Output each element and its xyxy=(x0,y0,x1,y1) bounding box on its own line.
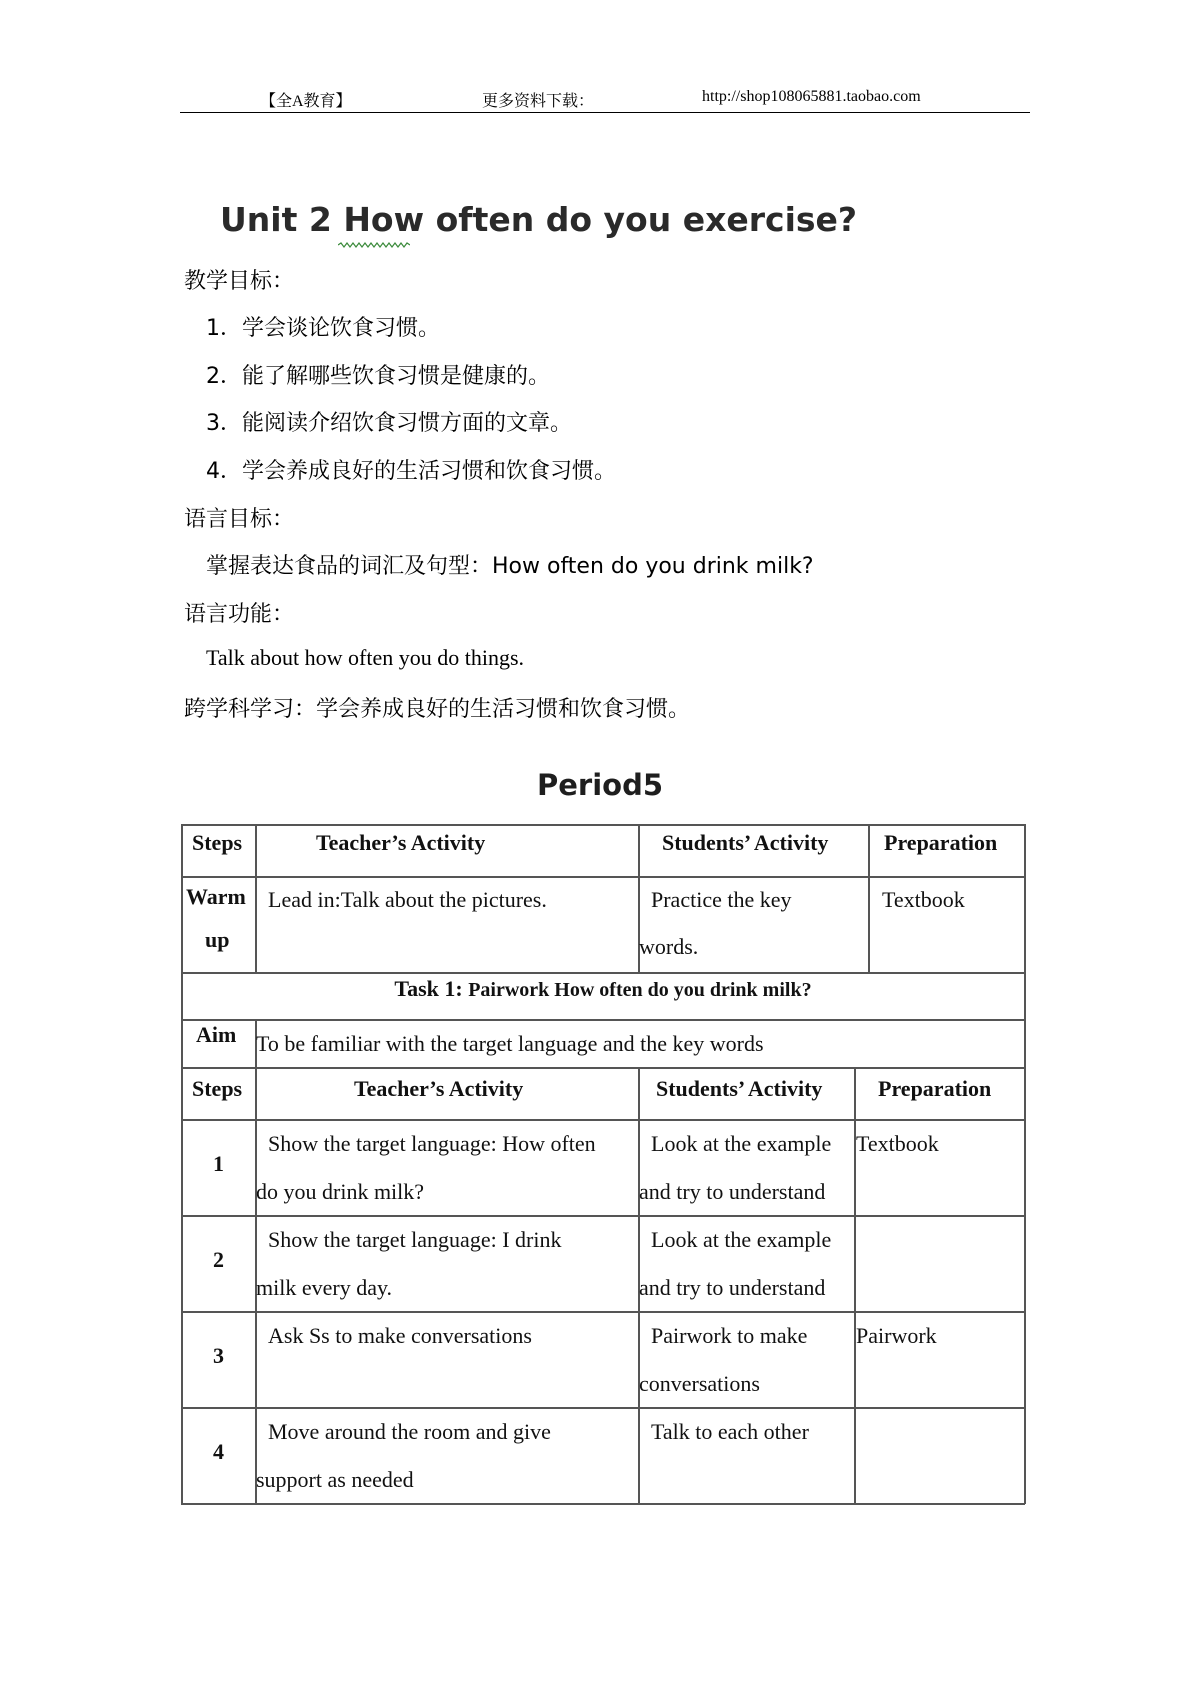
col-header-steps: Steps xyxy=(192,830,243,855)
teaching-objective-item: 2．能了解哪些饮食习惯是健康的。 xyxy=(206,364,550,389)
teaching-objectives-heading: 教学目标： xyxy=(184,269,295,294)
preparation-cell: Textbook xyxy=(856,1131,939,1156)
students-activity-line: conversations xyxy=(639,1371,760,1396)
preparation-cell: Pairwork xyxy=(856,1323,937,1348)
header-url[interactable]: http://shop108065881.taobao.com xyxy=(702,88,921,105)
col-header-teacher: Teacher’s Activity xyxy=(316,830,486,855)
aim-label: Aim xyxy=(196,1022,237,1047)
warm-step-line: Warm xyxy=(186,884,246,909)
col-header-preparation: Preparation xyxy=(884,830,998,855)
col-header-teacher: Teacher’s Activity xyxy=(354,1076,524,1101)
students-activity-line: Talk to each other xyxy=(651,1419,809,1444)
step-number: 2 xyxy=(213,1247,224,1272)
document-title xyxy=(220,200,857,239)
period-heading: Period5 xyxy=(536,768,664,802)
page-header xyxy=(180,84,1030,113)
language-function-text: Talk about how often you do things. xyxy=(206,645,525,670)
col-header-steps: Steps xyxy=(192,1076,243,1101)
header-download-text: 更多资料下载： xyxy=(482,93,595,110)
warm-step-line: up xyxy=(205,927,230,952)
teacher-activity-line: Move around the room and give xyxy=(268,1419,551,1444)
warm-preparation: Textbook xyxy=(882,887,965,912)
teacher-activity-line: Ask Ss to make conversations xyxy=(268,1323,532,1348)
teacher-activity-line: Show the target language: How often xyxy=(268,1131,596,1156)
teaching-objective-item: 4．学会养成良好的生活习惯和饮食习惯。 xyxy=(206,459,616,484)
teaching-objective-item: 3．能阅读介绍饮食习惯方面的文章。 xyxy=(206,411,572,436)
teacher-activity-line: milk every day. xyxy=(256,1275,393,1300)
col-header-students: Students’ Activity xyxy=(662,830,829,855)
step-number: 3 xyxy=(213,1343,224,1368)
spellcheck-underline xyxy=(338,242,410,248)
task-label: Task 1: xyxy=(394,976,463,1001)
col-header-preparation: Preparation xyxy=(878,1076,992,1101)
students-activity-line: Look at the example xyxy=(651,1227,832,1252)
step-number: 4 xyxy=(213,1439,224,1464)
header-brand: 【全A教育】 xyxy=(260,93,352,110)
document-title-text: Unit 2 How often do you exercise? xyxy=(220,200,858,239)
cross-subject-text: 跨学科学习：学会养成良好的生活习惯和饮食习惯。 xyxy=(184,697,691,722)
teacher-activity-line: do you drink milk? xyxy=(256,1179,425,1204)
warm-students-line: words. xyxy=(639,934,699,959)
col-header-students: Students’ Activity xyxy=(656,1076,823,1101)
students-activity-line: Pairwork to make xyxy=(651,1323,808,1348)
aim-text: To be familiar with the target language and the key words xyxy=(256,1031,764,1056)
language-function-heading: 语言功能： xyxy=(184,602,295,627)
language-objectives-text: 掌握表达食品的词汇及句型：How often do you drink milk? xyxy=(206,554,814,579)
step-number: 1 xyxy=(213,1151,224,1176)
students-activity-line: Look at the example xyxy=(651,1131,832,1156)
warm-students-line: Practice the key xyxy=(651,887,792,912)
warm-teacher-activity: Lead in:Talk about the pictures. xyxy=(268,887,547,912)
teacher-activity-line: support as needed xyxy=(256,1467,414,1492)
students-activity-line: and try to understand xyxy=(639,1179,826,1204)
language-objectives-heading: 语言目标： xyxy=(184,507,295,532)
task-title: Pairwork How often do you drink milk? xyxy=(468,979,812,1001)
teaching-objective-item: 1．学会谈论饮食习惯。 xyxy=(206,316,440,341)
students-activity-line: and try to understand xyxy=(639,1275,826,1300)
task-heading xyxy=(181,966,1025,1013)
teacher-activity-line: Show the target language: I drink xyxy=(268,1227,562,1252)
